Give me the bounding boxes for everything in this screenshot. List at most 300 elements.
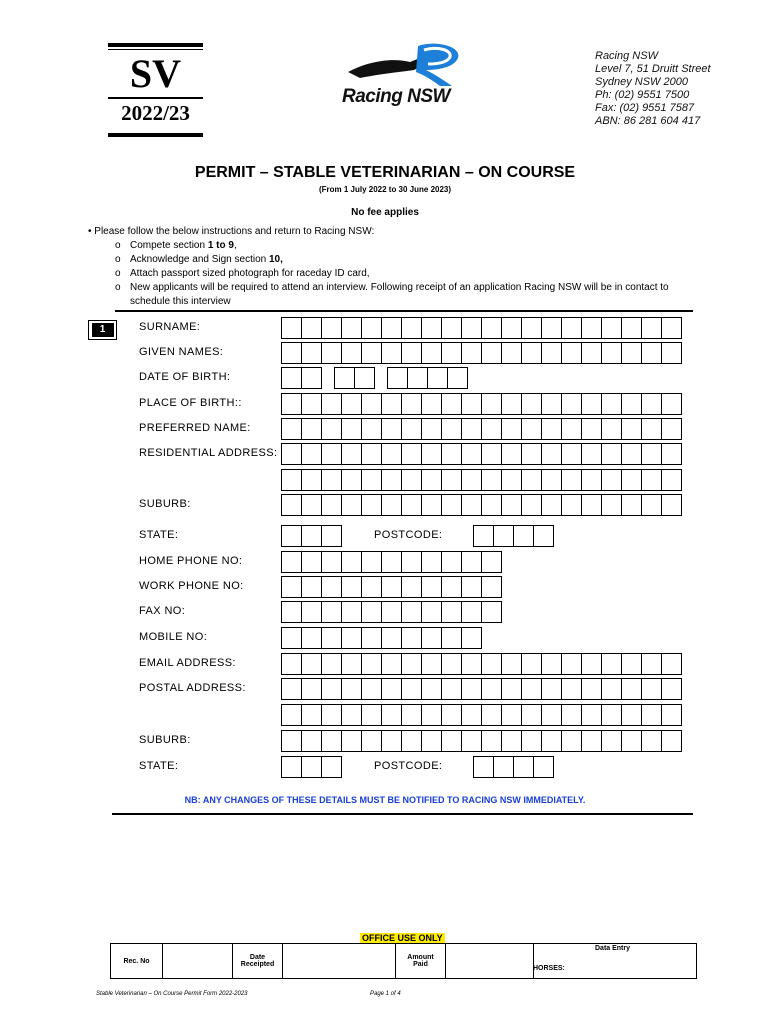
- char-box[interactable]: [381, 627, 402, 649]
- char-box[interactable]: [321, 393, 342, 415]
- char-box[interactable]: [461, 393, 482, 415]
- char-box[interactable]: [381, 601, 402, 623]
- char-box[interactable]: [321, 653, 342, 675]
- char-box[interactable]: [661, 418, 682, 440]
- char-box[interactable]: [641, 443, 662, 465]
- dob-month-input[interactable]: [334, 367, 375, 389]
- char-box[interactable]: [441, 342, 462, 364]
- char-box[interactable]: [301, 730, 322, 752]
- char-box[interactable]: [561, 730, 582, 752]
- char-box[interactable]: [381, 704, 402, 726]
- char-box[interactable]: [301, 367, 322, 389]
- char-box[interactable]: [281, 653, 302, 675]
- char-box[interactable]: [401, 342, 422, 364]
- char-box[interactable]: [321, 627, 342, 649]
- char-box[interactable]: [441, 653, 462, 675]
- char-box[interactable]: [281, 342, 302, 364]
- char-box[interactable]: [441, 418, 462, 440]
- char-box[interactable]: [341, 678, 362, 700]
- char-box[interactable]: [601, 678, 622, 700]
- char-box[interactable]: [401, 601, 422, 623]
- char-box[interactable]: [521, 653, 542, 675]
- char-box[interactable]: [341, 576, 362, 598]
- char-box[interactable]: [381, 494, 402, 516]
- char-box[interactable]: [421, 443, 442, 465]
- char-box[interactable]: [341, 469, 362, 491]
- char-box[interactable]: [321, 342, 342, 364]
- char-box[interactable]: [281, 469, 302, 491]
- char-box[interactable]: [321, 443, 342, 465]
- char-box[interactable]: [641, 317, 662, 339]
- char-box[interactable]: [661, 393, 682, 415]
- char-box[interactable]: [461, 653, 482, 675]
- char-box[interactable]: [361, 342, 382, 364]
- char-box[interactable]: [621, 393, 642, 415]
- char-box[interactable]: [341, 393, 362, 415]
- char-box[interactable]: [621, 317, 642, 339]
- char-box[interactable]: [281, 601, 302, 623]
- char-box[interactable]: [401, 443, 422, 465]
- char-box[interactable]: [541, 469, 562, 491]
- char-box[interactable]: [421, 317, 442, 339]
- char-box[interactable]: [541, 704, 562, 726]
- char-box[interactable]: [281, 525, 302, 547]
- char-box[interactable]: [301, 601, 322, 623]
- char-box[interactable]: [361, 393, 382, 415]
- char-box[interactable]: [281, 551, 302, 573]
- char-box[interactable]: [641, 418, 662, 440]
- char-box[interactable]: [581, 469, 602, 491]
- char-box[interactable]: [481, 494, 502, 516]
- char-box[interactable]: [481, 418, 502, 440]
- char-box[interactable]: [421, 601, 442, 623]
- postal-state-input[interactable]: [281, 756, 342, 778]
- char-box[interactable]: [541, 418, 562, 440]
- char-box[interactable]: [461, 576, 482, 598]
- char-box[interactable]: [281, 627, 302, 649]
- char-box[interactable]: [381, 342, 402, 364]
- char-box[interactable]: [441, 601, 462, 623]
- char-box[interactable]: [321, 317, 342, 339]
- char-box[interactable]: [421, 342, 442, 364]
- char-box[interactable]: [281, 393, 302, 415]
- char-box[interactable]: [341, 551, 362, 573]
- char-box[interactable]: [581, 494, 602, 516]
- char-box[interactable]: [361, 469, 382, 491]
- char-box[interactable]: [501, 678, 522, 700]
- char-box[interactable]: [461, 443, 482, 465]
- char-box[interactable]: [321, 601, 342, 623]
- char-box[interactable]: [461, 730, 482, 752]
- char-box[interactable]: [541, 317, 562, 339]
- char-box[interactable]: [421, 627, 442, 649]
- char-box[interactable]: [581, 704, 602, 726]
- char-box[interactable]: [361, 443, 382, 465]
- char-box[interactable]: [561, 494, 582, 516]
- char-box[interactable]: [481, 678, 502, 700]
- char-box[interactable]: [601, 317, 622, 339]
- char-box[interactable]: [521, 469, 542, 491]
- char-box[interactable]: [641, 469, 662, 491]
- char-box[interactable]: [541, 393, 562, 415]
- char-box[interactable]: [661, 443, 682, 465]
- char-box[interactable]: [493, 525, 514, 547]
- char-box[interactable]: [301, 756, 322, 778]
- char-box[interactable]: [621, 418, 642, 440]
- char-box[interactable]: [281, 730, 302, 752]
- char-box[interactable]: [481, 342, 502, 364]
- char-box[interactable]: [481, 469, 502, 491]
- residential-address-input-line-2[interactable]: [281, 469, 682, 491]
- char-box[interactable]: [361, 418, 382, 440]
- postal-address-input-line-2[interactable]: [281, 704, 682, 726]
- char-box[interactable]: [321, 756, 342, 778]
- char-box[interactable]: [621, 469, 642, 491]
- char-box[interactable]: [473, 756, 494, 778]
- char-box[interactable]: [561, 704, 582, 726]
- char-box[interactable]: [581, 342, 602, 364]
- char-box[interactable]: [401, 469, 422, 491]
- char-box[interactable]: [521, 418, 542, 440]
- char-box[interactable]: [421, 393, 442, 415]
- char-box[interactable]: [661, 317, 682, 339]
- char-box[interactable]: [581, 730, 602, 752]
- char-box[interactable]: [461, 551, 482, 573]
- preferred-name-input[interactable]: [281, 418, 682, 440]
- char-box[interactable]: [461, 601, 482, 623]
- char-box[interactable]: [301, 627, 322, 649]
- char-box[interactable]: [301, 525, 322, 547]
- char-box[interactable]: [281, 576, 302, 598]
- char-box[interactable]: [401, 678, 422, 700]
- char-box[interactable]: [321, 730, 342, 752]
- char-box[interactable]: [407, 367, 428, 389]
- char-box[interactable]: [621, 494, 642, 516]
- char-box[interactable]: [501, 730, 522, 752]
- char-box[interactable]: [533, 756, 554, 778]
- char-box[interactable]: [581, 678, 602, 700]
- char-box[interactable]: [421, 730, 442, 752]
- char-box[interactable]: [301, 443, 322, 465]
- char-box[interactable]: [321, 418, 342, 440]
- place-of-birth-input[interactable]: [281, 393, 682, 415]
- char-box[interactable]: [561, 393, 582, 415]
- char-box[interactable]: [641, 678, 662, 700]
- char-box[interactable]: [441, 393, 462, 415]
- char-box[interactable]: [641, 342, 662, 364]
- char-box[interactable]: [521, 678, 542, 700]
- char-box[interactable]: [461, 342, 482, 364]
- char-box[interactable]: [661, 469, 682, 491]
- work-phone-input[interactable]: [281, 576, 502, 598]
- char-box[interactable]: [601, 469, 622, 491]
- char-box[interactable]: [421, 469, 442, 491]
- char-box[interactable]: [501, 342, 522, 364]
- char-box[interactable]: [361, 678, 382, 700]
- char-box[interactable]: [301, 342, 322, 364]
- char-box[interactable]: [541, 494, 562, 516]
- char-box[interactable]: [541, 653, 562, 675]
- char-box[interactable]: [401, 704, 422, 726]
- char-box[interactable]: [501, 494, 522, 516]
- char-box[interactable]: [281, 443, 302, 465]
- char-box[interactable]: [641, 704, 662, 726]
- char-box[interactable]: [541, 342, 562, 364]
- char-box[interactable]: [421, 678, 442, 700]
- char-box[interactable]: [281, 756, 302, 778]
- char-box[interactable]: [561, 418, 582, 440]
- char-box[interactable]: [401, 418, 422, 440]
- char-box[interactable]: [381, 678, 402, 700]
- suburb-input[interactable]: [281, 494, 682, 516]
- char-box[interactable]: [361, 576, 382, 598]
- char-box[interactable]: [361, 653, 382, 675]
- char-box[interactable]: [281, 418, 302, 440]
- char-box[interactable]: [461, 469, 482, 491]
- char-box[interactable]: [281, 494, 302, 516]
- char-box[interactable]: [601, 494, 622, 516]
- char-box[interactable]: [301, 418, 322, 440]
- char-box[interactable]: [521, 494, 542, 516]
- char-box[interactable]: [661, 704, 682, 726]
- char-box[interactable]: [361, 730, 382, 752]
- char-box[interactable]: [427, 367, 448, 389]
- char-box[interactable]: [473, 525, 494, 547]
- char-box[interactable]: [461, 678, 482, 700]
- char-box[interactable]: [341, 443, 362, 465]
- char-box[interactable]: [521, 704, 542, 726]
- char-box[interactable]: [441, 469, 462, 491]
- home-phone-input[interactable]: [281, 551, 502, 573]
- char-box[interactable]: [341, 653, 362, 675]
- char-box[interactable]: [601, 704, 622, 726]
- char-box[interactable]: [441, 678, 462, 700]
- char-box[interactable]: [341, 601, 362, 623]
- char-box[interactable]: [501, 469, 522, 491]
- char-box[interactable]: [441, 551, 462, 573]
- char-box[interactable]: [281, 678, 302, 700]
- char-box[interactable]: [301, 704, 322, 726]
- char-box[interactable]: [341, 342, 362, 364]
- char-box[interactable]: [481, 653, 502, 675]
- char-box[interactable]: [581, 418, 602, 440]
- char-box[interactable]: [321, 525, 342, 547]
- char-box[interactable]: [501, 443, 522, 465]
- char-box[interactable]: [361, 494, 382, 516]
- char-box[interactable]: [461, 494, 482, 516]
- char-box[interactable]: [447, 367, 468, 389]
- char-box[interactable]: [513, 525, 534, 547]
- char-box[interactable]: [661, 342, 682, 364]
- char-box[interactable]: [501, 653, 522, 675]
- char-box[interactable]: [501, 418, 522, 440]
- char-box[interactable]: [481, 317, 502, 339]
- fax-input[interactable]: [281, 601, 502, 623]
- char-box[interactable]: [381, 418, 402, 440]
- dob-day-input[interactable]: [281, 367, 322, 389]
- char-box[interactable]: [361, 704, 382, 726]
- char-box[interactable]: [581, 443, 602, 465]
- char-box[interactable]: [321, 576, 342, 598]
- char-box[interactable]: [361, 601, 382, 623]
- char-box[interactable]: [321, 678, 342, 700]
- char-box[interactable]: [661, 653, 682, 675]
- dob-year-input[interactable]: [387, 367, 468, 389]
- char-box[interactable]: [341, 494, 362, 516]
- char-box[interactable]: [421, 418, 442, 440]
- char-box[interactable]: [561, 342, 582, 364]
- char-box[interactable]: [641, 653, 662, 675]
- email-input[interactable]: [281, 653, 682, 675]
- char-box[interactable]: [621, 678, 642, 700]
- char-box[interactable]: [661, 678, 682, 700]
- char-box[interactable]: [321, 494, 342, 516]
- char-box[interactable]: [301, 494, 322, 516]
- char-box[interactable]: [401, 576, 422, 598]
- char-box[interactable]: [601, 393, 622, 415]
- char-box[interactable]: [381, 393, 402, 415]
- char-box[interactable]: [481, 443, 502, 465]
- char-box[interactable]: [621, 704, 642, 726]
- char-box[interactable]: [301, 469, 322, 491]
- char-box[interactable]: [381, 469, 402, 491]
- char-box[interactable]: [387, 367, 408, 389]
- mobile-input[interactable]: [281, 627, 482, 649]
- char-box[interactable]: [341, 730, 362, 752]
- char-box[interactable]: [533, 525, 554, 547]
- char-box[interactable]: [421, 704, 442, 726]
- postal-postcode-input[interactable]: [473, 756, 554, 778]
- char-box[interactable]: [493, 756, 514, 778]
- postal-suburb-input[interactable]: [281, 730, 682, 752]
- char-box[interactable]: [441, 494, 462, 516]
- char-box[interactable]: [381, 576, 402, 598]
- char-box[interactable]: [561, 653, 582, 675]
- char-box[interactable]: [381, 653, 402, 675]
- char-box[interactable]: [521, 317, 542, 339]
- char-box[interactable]: [641, 730, 662, 752]
- state-input[interactable]: [281, 525, 342, 547]
- char-box[interactable]: [354, 367, 375, 389]
- char-box[interactable]: [481, 601, 502, 623]
- char-box[interactable]: [441, 576, 462, 598]
- char-box[interactable]: [301, 551, 322, 573]
- char-box[interactable]: [513, 756, 534, 778]
- char-box[interactable]: [301, 393, 322, 415]
- char-box[interactable]: [601, 443, 622, 465]
- char-box[interactable]: [421, 653, 442, 675]
- char-box[interactable]: [621, 653, 642, 675]
- char-box[interactable]: [481, 393, 502, 415]
- char-box[interactable]: [321, 469, 342, 491]
- char-box[interactable]: [401, 653, 422, 675]
- char-box[interactable]: [341, 317, 362, 339]
- char-box[interactable]: [381, 551, 402, 573]
- char-box[interactable]: [521, 730, 542, 752]
- char-box[interactable]: [501, 317, 522, 339]
- char-box[interactable]: [481, 576, 502, 598]
- char-box[interactable]: [621, 730, 642, 752]
- char-box[interactable]: [401, 627, 422, 649]
- char-box[interactable]: [321, 551, 342, 573]
- char-box[interactable]: [301, 576, 322, 598]
- given-names-input[interactable]: [281, 342, 682, 364]
- char-box[interactable]: [401, 317, 422, 339]
- char-box[interactable]: [581, 653, 602, 675]
- char-box[interactable]: [361, 317, 382, 339]
- char-box[interactable]: [661, 494, 682, 516]
- char-box[interactable]: [561, 317, 582, 339]
- char-box[interactable]: [461, 418, 482, 440]
- char-box[interactable]: [421, 551, 442, 573]
- char-box[interactable]: [381, 317, 402, 339]
- char-box[interactable]: [501, 393, 522, 415]
- char-box[interactable]: [541, 730, 562, 752]
- char-box[interactable]: [541, 443, 562, 465]
- char-box[interactable]: [401, 494, 422, 516]
- char-box[interactable]: [621, 443, 642, 465]
- char-box[interactable]: [501, 704, 522, 726]
- char-box[interactable]: [441, 627, 462, 649]
- postcode-input[interactable]: [473, 525, 554, 547]
- char-box[interactable]: [601, 418, 622, 440]
- char-box[interactable]: [401, 551, 422, 573]
- char-box[interactable]: [341, 418, 362, 440]
- char-box[interactable]: [481, 704, 502, 726]
- char-box[interactable]: [281, 704, 302, 726]
- char-box[interactable]: [521, 342, 542, 364]
- char-box[interactable]: [601, 342, 622, 364]
- char-box[interactable]: [461, 317, 482, 339]
- char-box[interactable]: [641, 393, 662, 415]
- char-box[interactable]: [334, 367, 355, 389]
- char-box[interactable]: [281, 317, 302, 339]
- char-box[interactable]: [661, 730, 682, 752]
- char-box[interactable]: [441, 730, 462, 752]
- char-box[interactable]: [441, 704, 462, 726]
- char-box[interactable]: [381, 443, 402, 465]
- char-box[interactable]: [341, 704, 362, 726]
- char-box[interactable]: [561, 469, 582, 491]
- char-box[interactable]: [361, 551, 382, 573]
- residential-address-input-line-1[interactable]: [281, 443, 682, 465]
- char-box[interactable]: [641, 494, 662, 516]
- char-box[interactable]: [321, 704, 342, 726]
- char-box[interactable]: [401, 730, 422, 752]
- char-box[interactable]: [281, 367, 302, 389]
- char-box[interactable]: [461, 704, 482, 726]
- char-box[interactable]: [381, 730, 402, 752]
- char-box[interactable]: [421, 576, 442, 598]
- char-box[interactable]: [601, 730, 622, 752]
- char-box[interactable]: [481, 551, 502, 573]
- char-box[interactable]: [561, 443, 582, 465]
- char-box[interactable]: [601, 653, 622, 675]
- char-box[interactable]: [441, 317, 462, 339]
- char-box[interactable]: [301, 653, 322, 675]
- surname-input[interactable]: [281, 317, 682, 339]
- char-box[interactable]: [621, 342, 642, 364]
- char-box[interactable]: [341, 627, 362, 649]
- char-box[interactable]: [581, 317, 602, 339]
- char-box[interactable]: [301, 678, 322, 700]
- char-box[interactable]: [421, 494, 442, 516]
- char-box[interactable]: [521, 393, 542, 415]
- postal-address-input-line-1[interactable]: [281, 678, 682, 700]
- char-box[interactable]: [481, 730, 502, 752]
- char-box[interactable]: [461, 627, 482, 649]
- char-box[interactable]: [561, 678, 582, 700]
